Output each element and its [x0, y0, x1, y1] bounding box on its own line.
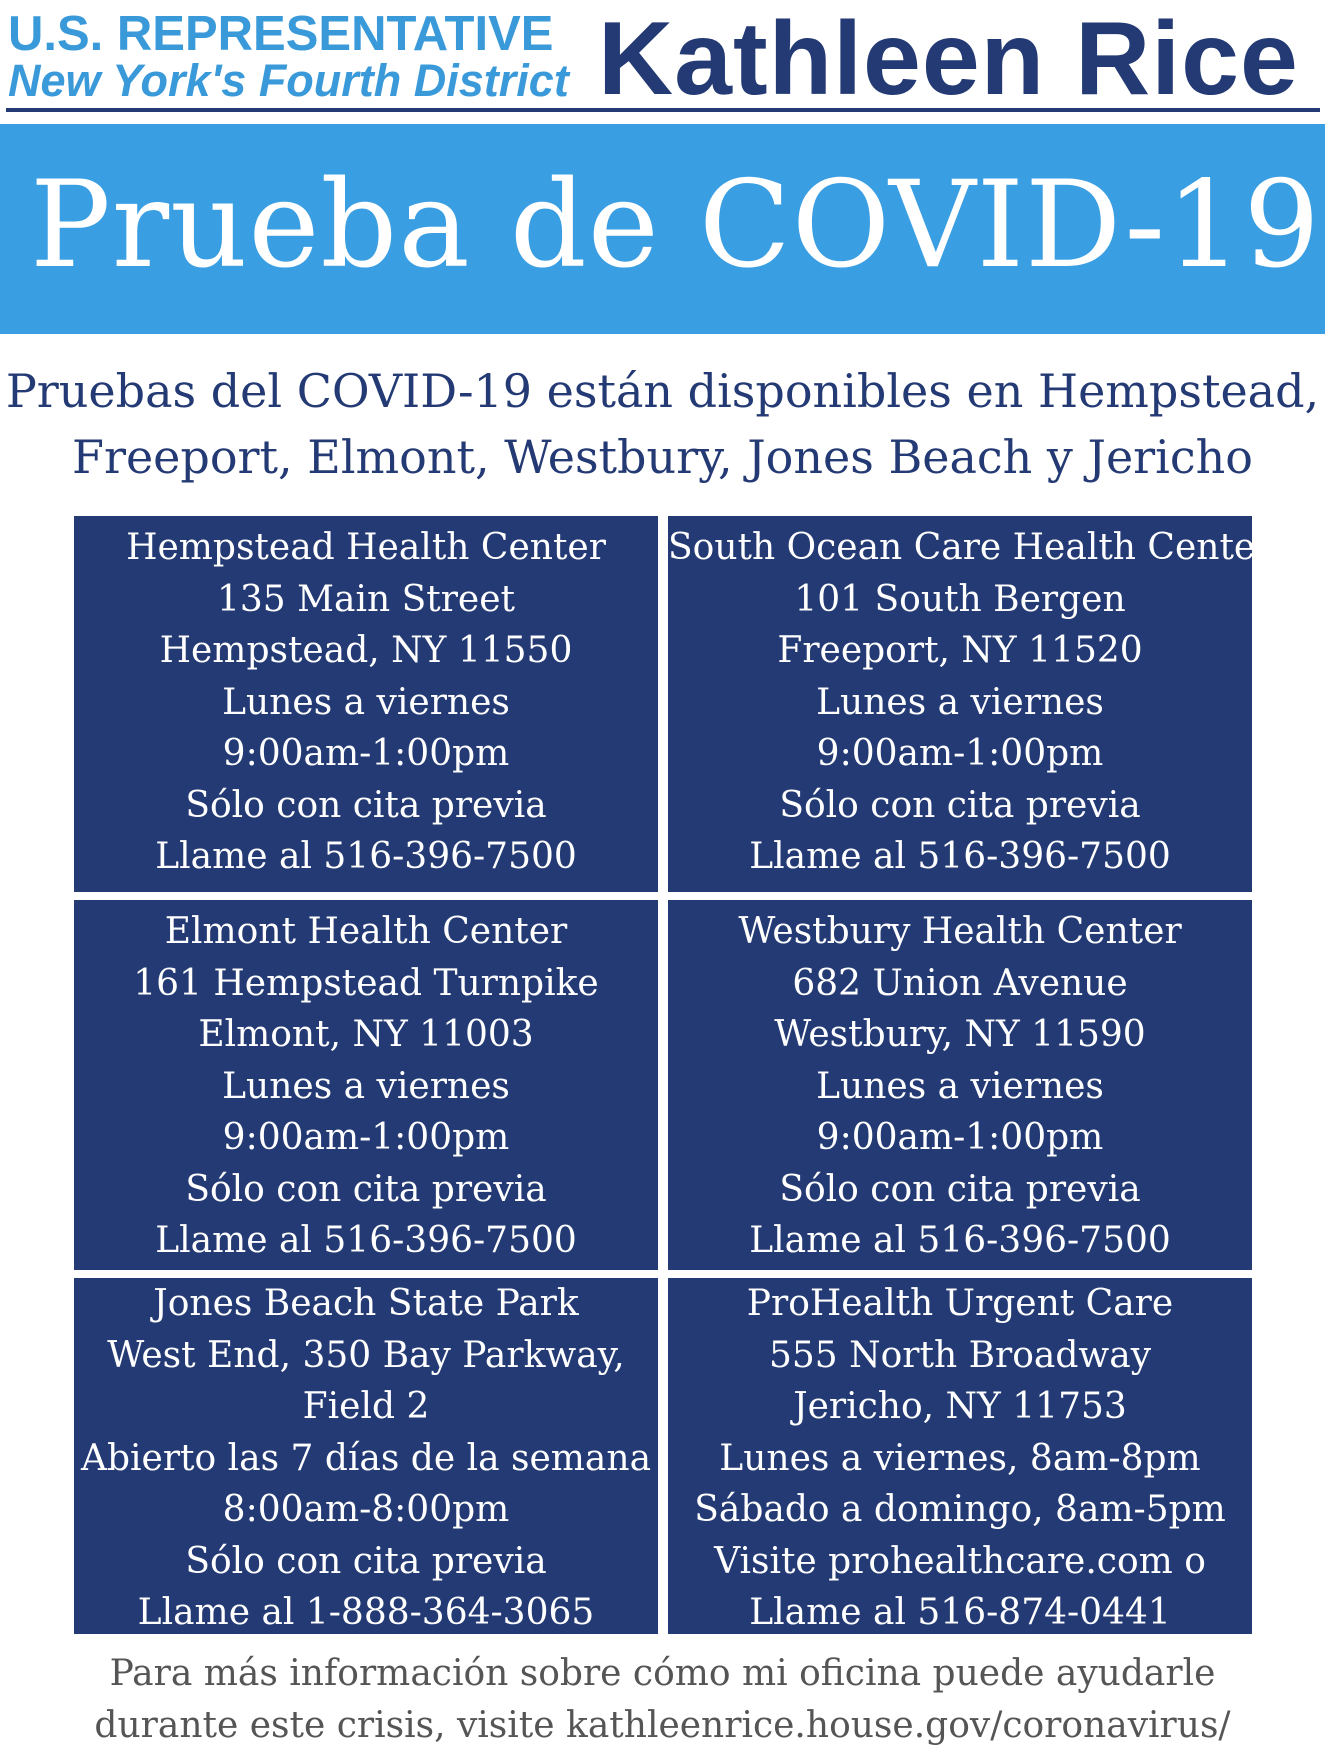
location-days: Lunes a viernes — [222, 681, 510, 723]
subtitle — [0, 358, 1325, 490]
location-name: Elmont Health Center — [164, 911, 568, 952]
location-city: Jericho, NY 11753 — [793, 1386, 1127, 1427]
location-phone: Llame al 516-396-7500 — [155, 1220, 577, 1261]
header — [0, 0, 1325, 120]
location-phone: Llame al 516-396-7500 — [749, 836, 1171, 877]
locations-grid — [74, 516, 1273, 1634]
location-appointment: Sólo con cita previa — [185, 784, 547, 826]
location-days: Abierto las 7 días de la semana — [80, 1437, 652, 1479]
location-days: Lunes a viernes — [222, 1065, 510, 1107]
location-phone: Llame al 516-874-0441 — [749, 1592, 1171, 1633]
location-hours: 9:00am-1:00pm — [816, 733, 1104, 774]
rep-title-line: U.S. REPRESENTATIVE — [8, 7, 554, 61]
location-city: Hempstead, NY 11550 — [159, 630, 573, 671]
location-card-freeport — [668, 516, 1273, 892]
footer-line: Para más información sobre cómo mi oficina puede ayudarle — [109, 1653, 1216, 1694]
location-appointment: Sólo con cita previa — [779, 784, 1141, 826]
location-name: ProHealth Urgent Care — [746, 1283, 1174, 1324]
location-hours: 9:00am-1:00pm — [816, 1117, 1104, 1158]
location-name: South Ocean Care Health Center — [668, 527, 1273, 568]
location-hours: 9:00am-1:00pm — [222, 733, 510, 774]
location-hours: 8:00am-8:00pm — [222, 1489, 510, 1530]
location-street: West End, 350 Bay Parkway, — [107, 1334, 625, 1376]
location-street: 101 South Bergen — [794, 578, 1126, 620]
location-city: Freeport, NY 11520 — [777, 630, 1143, 671]
location-hours: 9:00am-1:00pm — [222, 1117, 510, 1158]
representative-name: Kathleen Rice — [598, 1, 1299, 117]
location-phone: Llame al 516-396-7500 — [155, 836, 577, 877]
location-name: Jones Beach State Park — [153, 1283, 579, 1324]
location-website: Visite prohealthcare.com o — [714, 1540, 1206, 1582]
location-street: 161 Hempstead Turnpike — [133, 962, 599, 1004]
location-name: Westbury Health Center — [738, 911, 1182, 952]
location-name: Hempstead Health Center — [126, 527, 606, 568]
subtitle-line: Pruebas del COVID-19 están disponibles en Hempstead, — [5, 364, 1320, 418]
location-appointment: Sólo con cita previa — [779, 1168, 1141, 1210]
location-card-elmont — [74, 900, 658, 1270]
location-phone: Llame al 1-888-364-3065 — [137, 1592, 595, 1633]
location-city: Elmont, NY 11003 — [198, 1014, 534, 1055]
district-line: New York's Fourth District — [8, 55, 569, 106]
location-city: Westbury, NY 11590 — [774, 1014, 1146, 1055]
location-weekday-hours: Lunes a viernes, 8am-8pm — [719, 1437, 1201, 1479]
footer-line: durante este crisis, visite kathleenrice.house.gov/coronavirus/ — [94, 1705, 1231, 1746]
location-card-jericho — [668, 1278, 1252, 1634]
location-card-westbury — [668, 900, 1252, 1270]
location-appointment: Sólo con cita previa — [185, 1168, 547, 1210]
location-weekend-hours: Sábado a domingo, 8am-5pm — [694, 1489, 1226, 1530]
location-field: Field 2 — [302, 1386, 430, 1427]
location-card-jones-beach — [74, 1278, 658, 1634]
location-street: 135 Main Street — [216, 578, 516, 620]
page-title: Prueba de COVID-19 — [30, 156, 1321, 295]
location-days: Lunes a viernes — [816, 681, 1104, 723]
location-card-hempstead — [74, 516, 658, 892]
location-street: 682 Union Avenue — [792, 962, 1128, 1004]
location-street: 555 North Broadway — [768, 1334, 1152, 1376]
representative-title — [8, 7, 592, 106]
subtitle-line: Freeport, Elmont, Westbury, Jones Beach y Jericho — [72, 430, 1253, 484]
location-appointment: Sólo con cita previa — [185, 1540, 547, 1582]
title-banner — [0, 124, 1325, 334]
footer-note — [0, 1648, 1325, 1752]
header-divider — [6, 108, 1320, 112]
location-days: Lunes a viernes — [816, 1065, 1104, 1107]
location-phone: Llame al 516-396-7500 — [749, 1220, 1171, 1261]
